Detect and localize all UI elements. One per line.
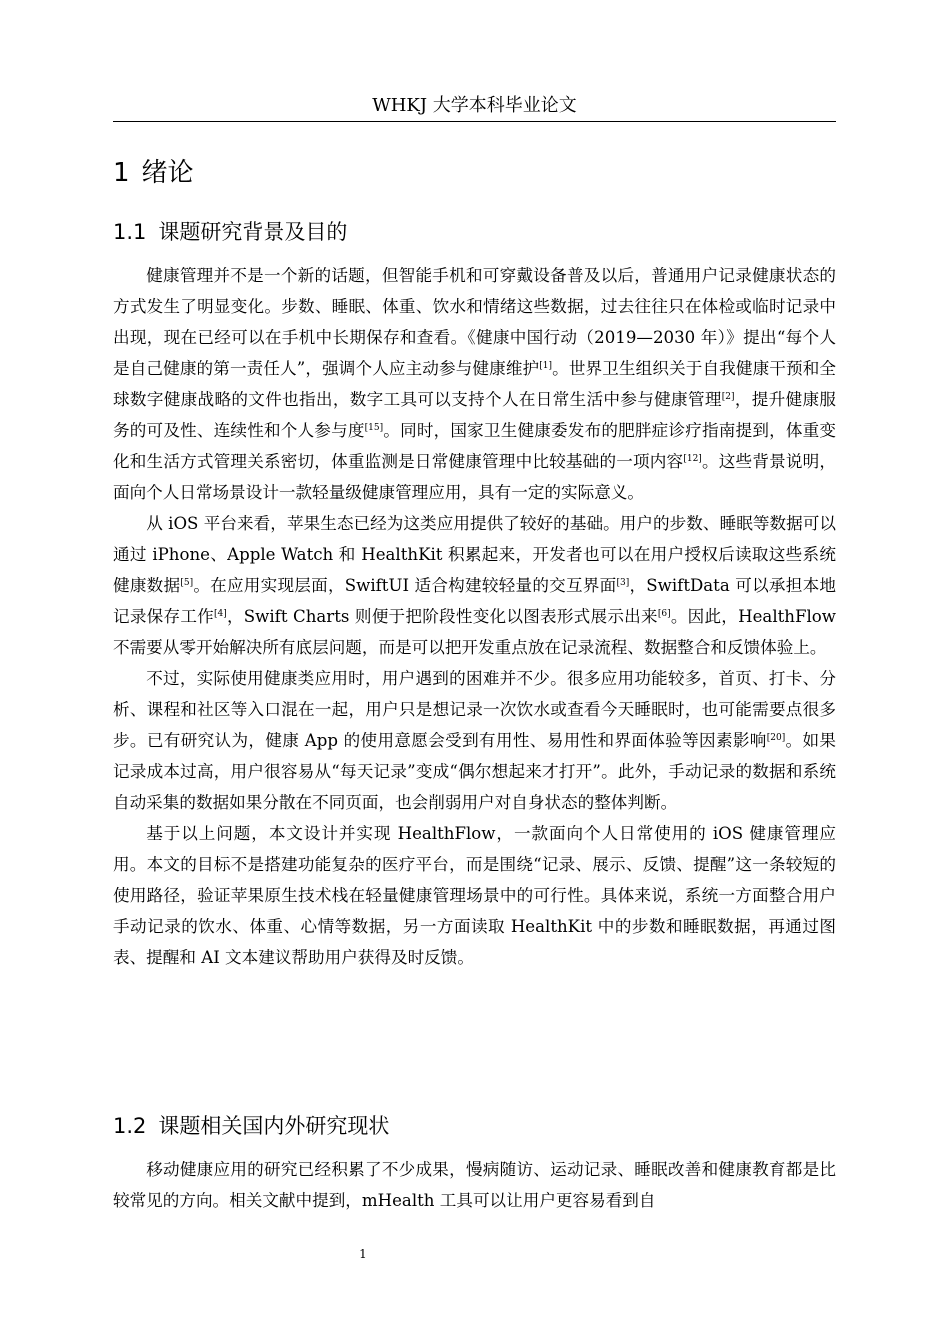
section-number: 1.2 — [113, 1114, 147, 1138]
text-run: 基于以上问题，本文设计并实现 HealthFlow，一款面向个人日常使用的 iOS 健康管理应用。本文的目标不是搭建功能复杂的医疗平台，而是围绕“记录、展示、反馈、提醒”这一条较短的使用路径，验证苹果原生技术栈在轻量健康管理场景中的可行性。具体来说，系统一方面整合用户手动记录的饮水、体重、心情等数据，另一方面读取 HealthKit 中的步数和睡眠数据，再通过图表、提醒和 AI 文本建议帮助用户获得及时反馈。 — [113, 824, 836, 967]
citation: [5] — [180, 578, 194, 588]
text-run: ，提升健康服务的可及性、连续性和个人参与度 — [113, 390, 837, 440]
body-text-section-1-1 — [113, 260, 836, 973]
running-header: WHKJ 大学本科毕业论文 — [372, 95, 577, 116]
text-run: 。同时，国家卫生健康委发布的肥胖症诊疗指南提到，体重变化和生活方式管理关系密切，体重监测是日常健康管理中比较基础的一项内容 — [113, 421, 837, 471]
citation: [15] — [364, 423, 384, 433]
paragraph-3 — [113, 663, 836, 818]
header-rule — [113, 121, 836, 122]
citation: [2] — [721, 392, 735, 402]
section-heading-1-2 — [113, 1112, 836, 1140]
citation: [12] — [683, 454, 702, 464]
text-run: 。如果记录成本过高，用户很容易从“每天记录”变成“偶尔想起来才打开”。此外，手动记录的数据和系统自动采集的数据如果分散在不同页面，也会削弱用户对自身状态的整体判断。 — [113, 731, 836, 812]
section-number: 1.1 — [113, 220, 147, 244]
chapter-title: 绪论 — [141, 158, 194, 188]
text-run: 。因此，HealthFlow 不需要从零开始解决所有底层问题，而是可以把开发重点放在记录流程、数据整合和反馈体验上。 — [113, 607, 836, 657]
section-title: 课题相关国内外研究现状 — [158, 1114, 390, 1138]
chapter-heading — [113, 156, 836, 190]
text-run: ，SwiftData 可以承担本地记录保存工作 — [113, 576, 836, 626]
paragraph-4 — [113, 818, 836, 973]
text-run: 。世界卫生组织关于自我健康干预和全球数字健康战略的文件也指出，数字工具可以支持个人在日常生活中参与健康管理 — [113, 359, 837, 409]
paragraph-5 — [113, 1154, 836, 1216]
section-title: 课题研究背景及目的 — [158, 220, 348, 244]
chapter-number: 1 — [113, 158, 130, 188]
text-run: 健康管理并不是一个新的话题，但智能手机和可穿戴设备普及以后，普通用户记录健康状态的方式发生了明显变化。步数、睡眠、体重、饮水和情绪这些数据，过去往往只在体检或临时记录中出现，现在已经可以在手机中长期保存和查看。《健康中国行动（2019—2030 年）》提出“每个人是自己健康的第一责任人”，强调个人应主动参与健康维护 — [113, 266, 836, 378]
citation: [1] — [539, 361, 552, 371]
paragraph-2 — [113, 508, 836, 663]
text-run: 。在应用实现层面，SwiftUI 适合构建较轻量的交互界面 — [193, 576, 617, 595]
text-run: 移动健康应用的研究已经积累了不少成果，慢病随访、运动记录、睡眠改善和健康教育都是比较常见的方向。相关文献中提到，mHealth 工具可以让用户更容易看到自 — [113, 1160, 836, 1210]
body-text-section-1-2 — [113, 1154, 836, 1216]
citation: [4] — [213, 609, 227, 619]
citation: [3] — [616, 578, 630, 588]
text-run: ，Swift Charts 则便于把阶段性变化以图表形式展示出来 — [226, 607, 658, 626]
text-run: 从 iOS 平台来看，苹果生态已经为这类应用提供了较好的基础。用户的步数、睡眠等数据可以通过 iPhone、Apple Watch 和 HealthKit 积累起来，开发者也可以在用户授权后读取这些系统健康数据 — [113, 514, 836, 595]
citation: [20] — [766, 733, 786, 743]
paragraph-1 — [113, 260, 836, 508]
citation: [6] — [657, 609, 671, 619]
page-number: 1 — [359, 1247, 367, 1261]
text-run: 。这些背景说明，面向个人日常场景设计一款轻量级健康管理应用，具有一定的实际意义。 — [113, 452, 837, 502]
section-heading-1-1 — [113, 218, 836, 246]
text-run: 不过，实际使用健康类应用时，用户遇到的困难并不少。很多应用功能较多，首页、打卡、分析、课程和社区等入口混在一起，用户只是想记录一次饮水或查看今天睡眠时，也可能需要点很多步。已有研究认为，健康 App 的使用意愿会受到有用性、易用性和界面体验等因素影响 — [113, 669, 836, 750]
